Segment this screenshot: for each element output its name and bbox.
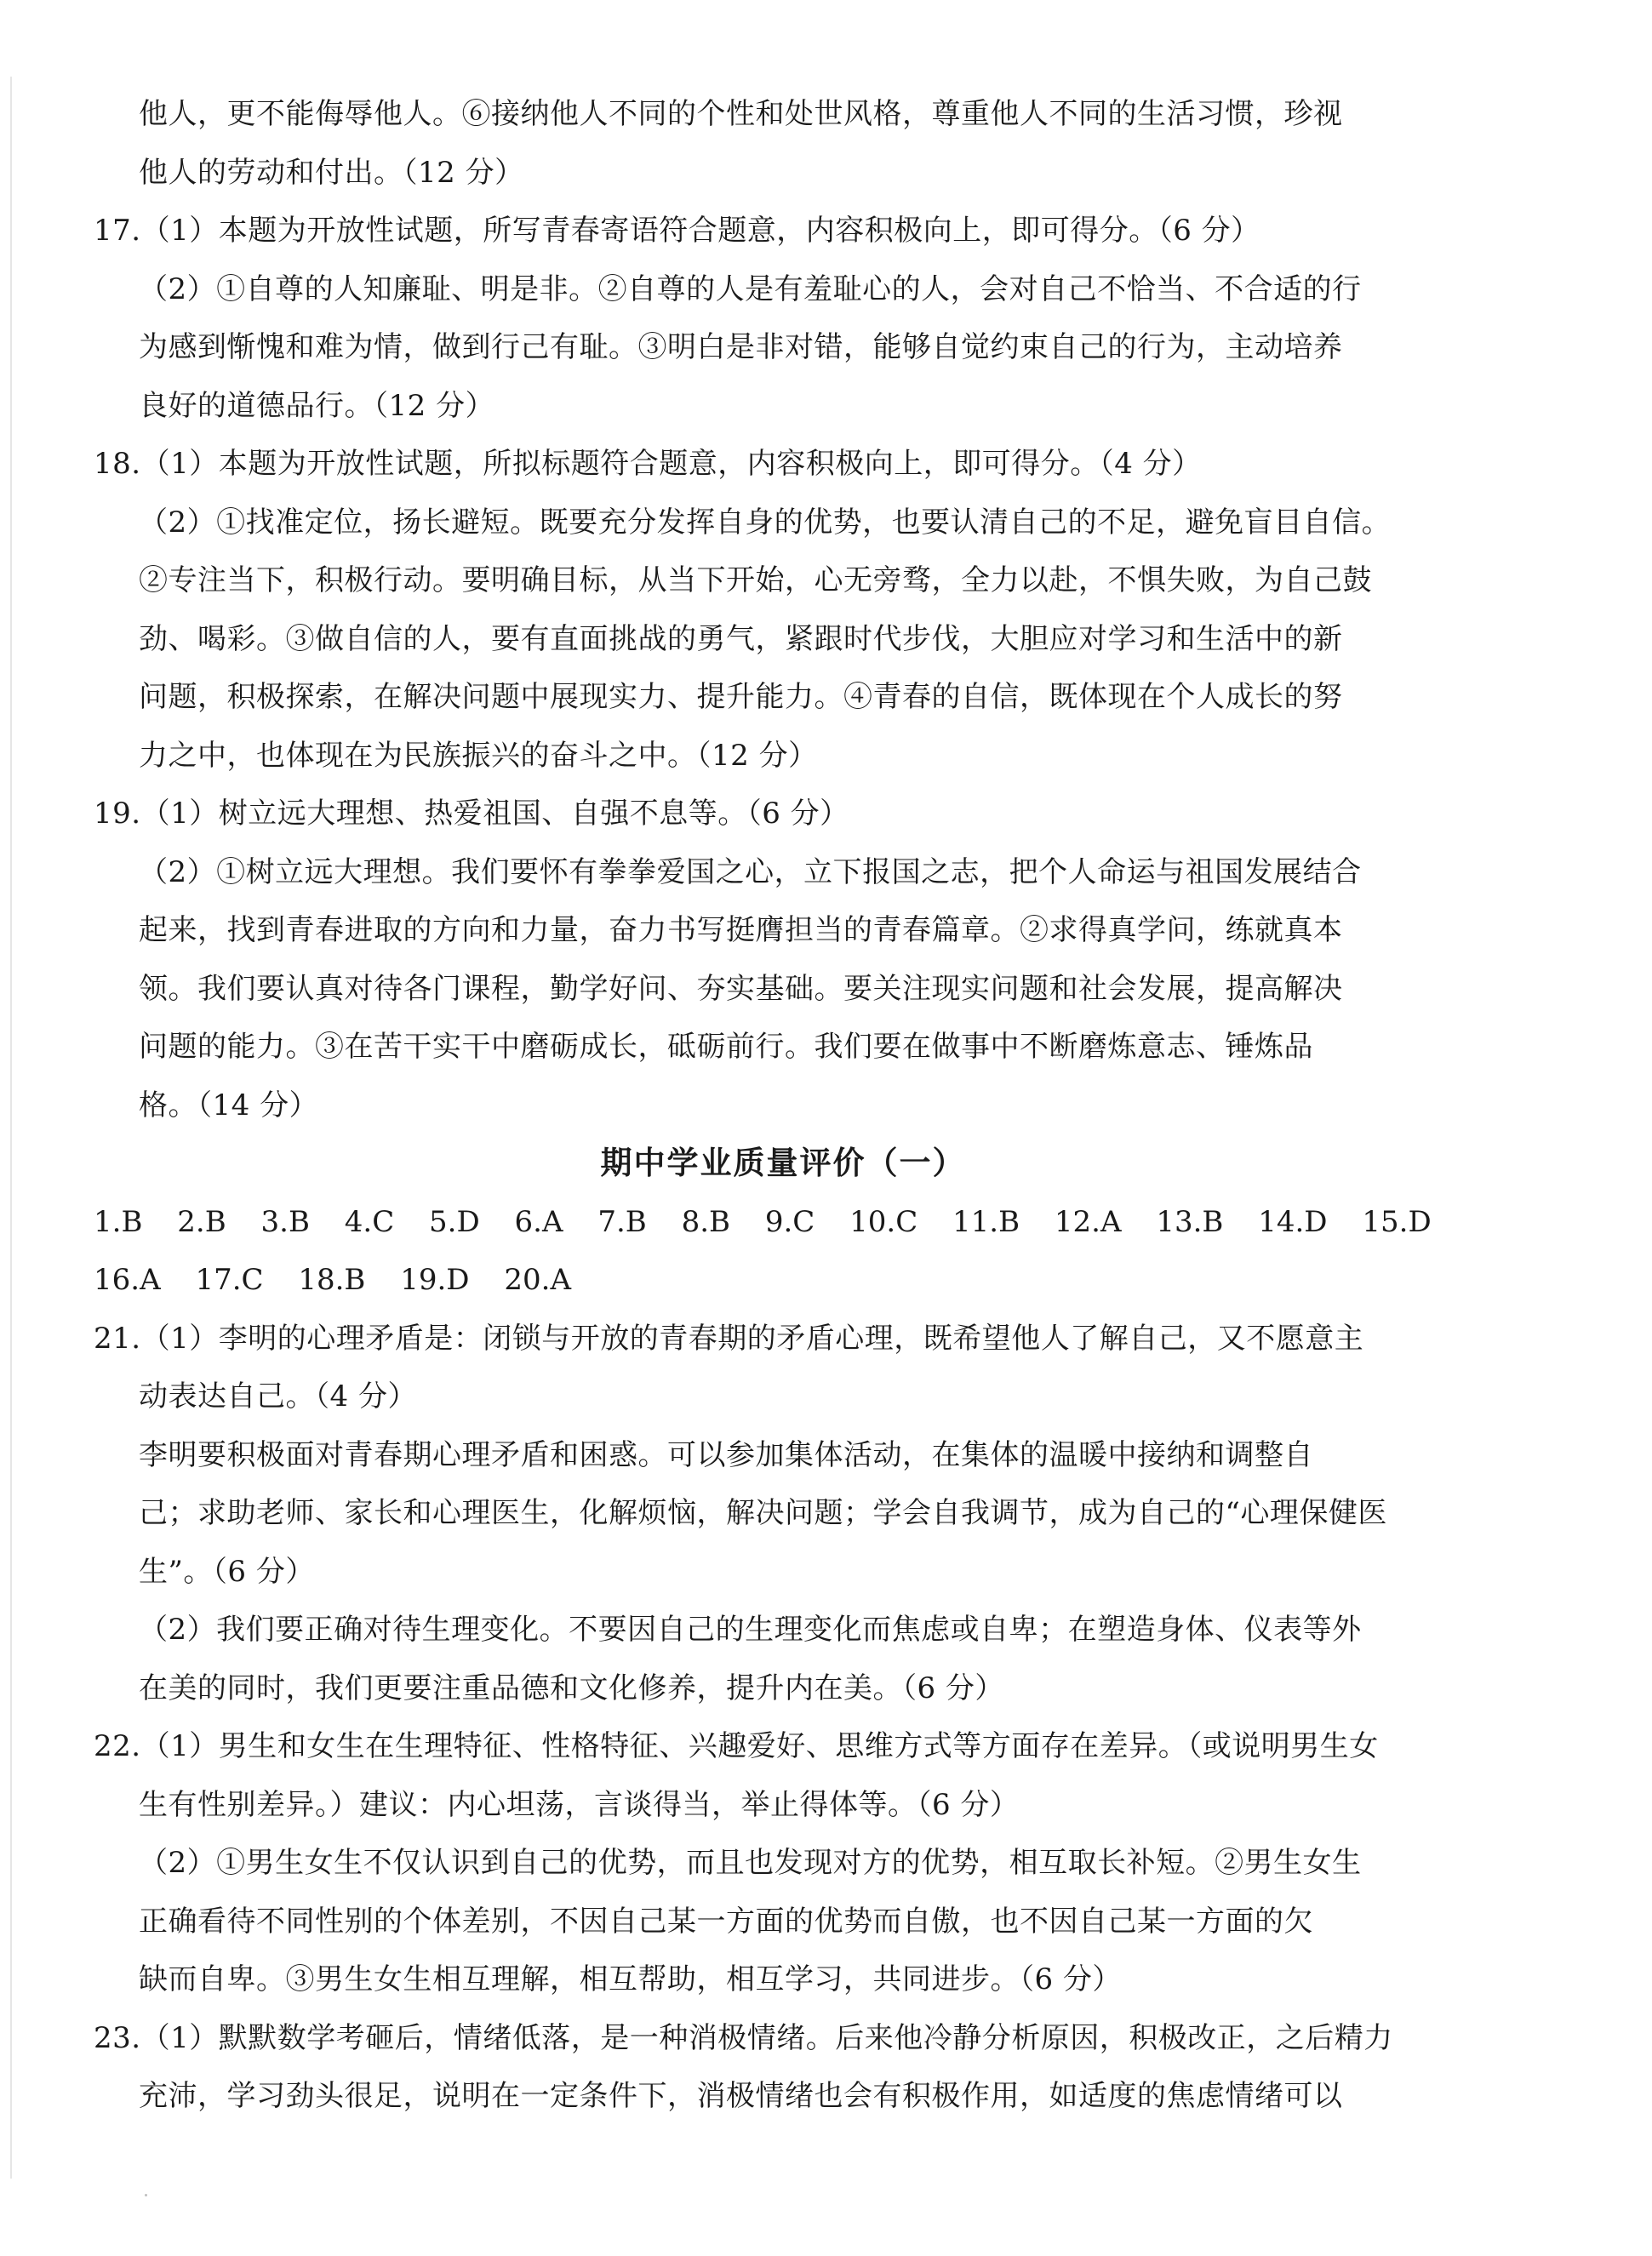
answer-item: 13.B [1156,1204,1224,1239]
text-line: 生”。（6 分） [139,1554,315,1589]
text-line: 为感到惭愧和难为情，做到行己有耻。③明白是非对错，能够自觉约束自己的行为，主动培养 [139,330,1343,364]
left-margin-rule [10,77,12,2179]
text-line: 动表达自己。（4 分） [139,1379,417,1414]
question-22-line: 22.（1）男生和女生在生理特征、性格特征、兴趣爱好、思维方式等方面存在差异。（或说明男生女 [94,1729,1379,1763]
text-line: 格。（14 分） [139,1088,319,1122]
page-speck [145,2194,147,2196]
answer-item: 19.D [400,1263,470,1297]
answer-item: 1.B [94,1204,143,1239]
multiple-choice-answers-row-2 [94,1251,1455,1310]
text-line: （2）①自尊的人知廉耻、明是非。②自尊的人是有羞耻心的人，会对自己不恰当、不合适的行 [139,271,1362,306]
text-line: 李明要积极面对青春期心理矛盾和困惑。可以参加集体活动，在集体的温暖中接纳和调整自 [139,1437,1313,1472]
answer-item: 2.B [177,1204,226,1239]
answer-item: 6.A [514,1204,563,1239]
answer-item: 20.A [504,1263,571,1297]
text-line: 充沛，学习劲头很足，说明在一定条件下，消极情绪也会有积极作用，如适度的焦虑情绪可以 [139,2079,1343,2113]
text-line: （2）①树立远大理想。我们要怀有拳拳爱国之心，立下报国之志，把个人命运与祖国发展结合 [139,854,1362,889]
text-line: 在美的同时，我们更要注重品德和文化修养，提升内在美。（6 分） [139,1671,1004,1705]
text-line: 他人，更不能侮辱他人。⑥接纳他人不同的个性和处世风格，尊重他人不同的生活习惯，珍视 [139,97,1343,131]
text-line: （2）①找准定位，扬长避短。既要充分发挥自身的优势，也要认清自己的不足，避免盲目自信。 [139,505,1392,540]
answer-item: 10.C [849,1204,918,1239]
answer-item: 14.D [1258,1204,1328,1239]
text-line: 起来，找到青春进取的方向和力量，奋力书写挺膺担当的青春篇章。②求得真学问，练就真本 [139,913,1343,947]
answer-item: 3.B [260,1204,310,1239]
text-line: 领。我们要认真对待各门课程，勤学好问、夯实基础。要关注现实问题和社会发展，提高解决 [139,971,1343,1006]
answer-item: 15.D [1362,1204,1432,1239]
text-line: 良好的道德品行。（12 分） [139,388,495,423]
question-17-line: 17.（1）本题为开放性试题，所写青春寄语符合题意，内容积极向上，即可得分。（6 分） [94,214,1260,248]
answer-item: 16.A [94,1263,161,1297]
answer-key-content [94,85,1455,2126]
text-line: 他人的劳动和付出。（12 分） [139,155,524,190]
question-18-line: 18.（1）本题为开放性试题，所拟标题符合题意，内容积极向上，即可得分。（4 分） [94,447,1202,481]
answer-item: 18.B [298,1263,366,1297]
text-line: （2）①男生女生不仅认识到自己的优势，而且也发现对方的优势，相互取长补短。②男生女生 [139,1846,1362,1880]
answer-item: 9.C [764,1204,815,1239]
multiple-choice-answers-row-1 [94,1193,1455,1252]
answer-item: 12.A [1054,1204,1122,1239]
text-line: 生有性别差异。）建议：内心坦荡，言谈得当，举止得体等。（6 分） [139,1787,1020,1822]
answer-item: 8.B [681,1204,731,1239]
text-line: （2）我们要正确对待生理变化。不要因自己的生理变化而焦虑或自卑；在塑造身体、仪表等外 [139,1613,1362,1647]
text-line: ②专注当下，积极行动。要明确目标，从当下开始，心无旁骛，全力以赴，不惧失败，为自己鼓 [139,563,1372,597]
answer-item: 7.B [597,1204,647,1239]
text-line: 问题的能力。③在苦干实干中磨砺成长，砥砺前行。我们要在做事中不断磨炼意志、锤炼品 [139,1030,1313,1064]
text-line: 己；求助老师、家长和心理医生，化解烦恼，解决问题；学会自我调节，成为自己的“心理保健医 [139,1496,1387,1530]
answer-item: 11.B [952,1204,1020,1239]
question-19-line: 19.（1）树立远大理想、热爱祖国、自强不息等。（6 分） [94,797,849,831]
block-part-2 [94,1310,1455,2126]
text-line: 力之中，也体现在为民族振兴的奋斗之中。（12 分） [139,738,818,773]
text-line: 劲、喝彩。③做自信的人，要有直面挑战的勇气，紧跟时代步伐，大胆应对学习和生活中的新 [139,621,1343,656]
text-line: 正确看待不同性别的个体差别，不因自己某一方面的优势而自傲，也不因自己某一方面的欠 [139,1904,1313,1939]
question-21-line: 21.（1）李明的心理矛盾是：闭锁与开放的青春期的矛盾心理，既希望他人了解自己，又不愿意主 [94,1321,1364,1356]
text-line: 缺而自卑。③男生女生相互理解，相互帮助，相互学习，共同进步。（6 分） [139,1962,1122,1996]
block-part-1 [94,85,1455,1134]
answer-item: 17.C [195,1263,264,1297]
text-line: 问题，积极探索，在解决问题中展现实力、提升能力。④青春的自信，既体现在个人成长的努 [139,680,1343,714]
section-title: 期中学业质量评价（一） [600,1145,966,1181]
answer-item: 4.C [344,1204,395,1239]
question-23-line: 23.（1）默默数学考砸后，情绪低落，是一种消极情绪。后来他冷静分析原因，积极改正，之后精力 [94,2020,1393,2055]
answer-item: 5.D [429,1204,480,1239]
